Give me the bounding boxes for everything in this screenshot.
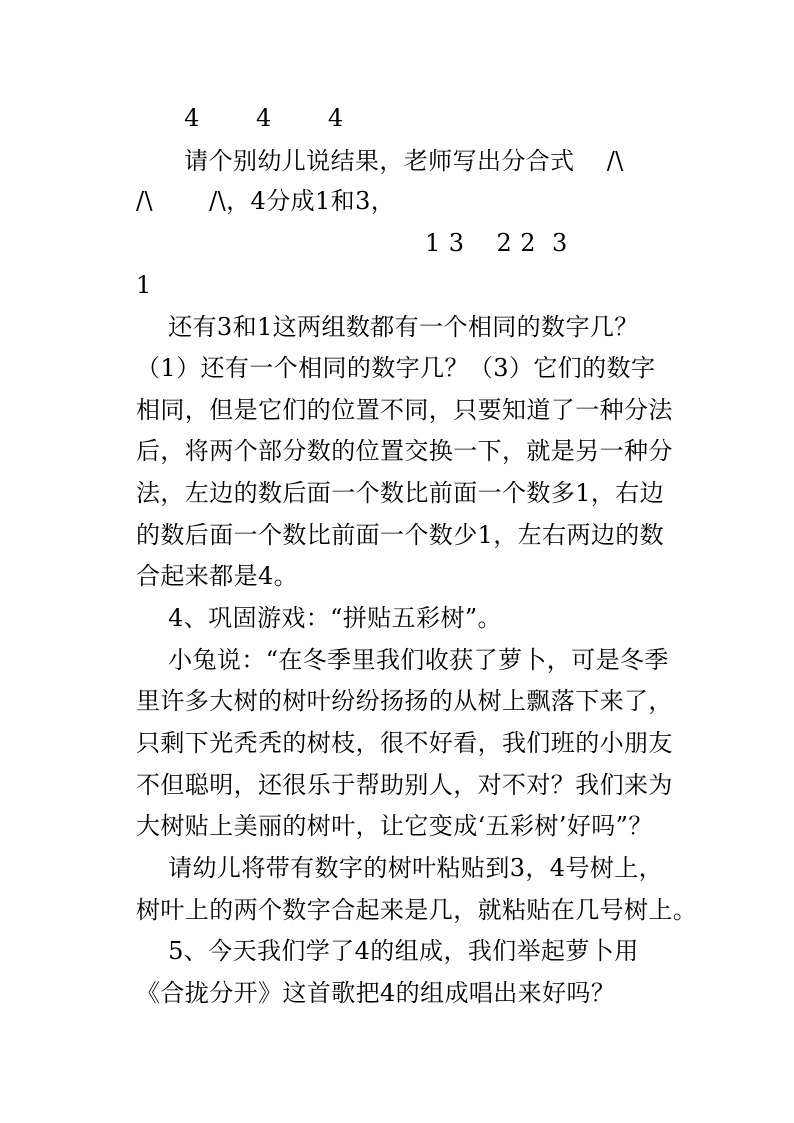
paragraph-line: 不但聪明，还很乐于帮助别人，对不对？我们来为: [136, 771, 673, 799]
paragraph-line: 的数后面一个数比前面一个数少1，左右两边的数: [136, 521, 665, 549]
paragraph-line: 小兔说：“在冬季里我们收获了萝卜，可是冬季: [136, 646, 669, 674]
paragraph-line: 里许多大树的树叶纷纷扬扬的从树上飘落下来了，: [136, 687, 673, 715]
paragraph-line: 树叶上的两个数字合起来是几，就粘贴在几号树上。: [136, 896, 698, 924]
paragraph-line: （1）还有一个相同的数字几？（3）它们的数字: [136, 354, 656, 382]
paragraph-line: 合起来都是4。: [136, 562, 299, 590]
section-heading-game: 4、巩固游戏：“拼贴五彩树”。: [136, 604, 502, 632]
paragraph-line: 大树贴上美丽的树叶，让它变成‘五彩树’好吗”？: [136, 812, 653, 840]
paragraph-line: 后，将两个部分数的位置交换一下，就是另一种分: [136, 437, 673, 465]
paragraph-line: 法，左边的数后面一个数比前面一个数多1，右边: [136, 479, 665, 507]
text-line-split-one: 1: [136, 271, 152, 299]
text-line-split-4: /\ /\，4分成1和3，: [136, 187, 396, 215]
paragraph-line: 请幼儿将带有数字的树叶粘贴到3，4号树上，: [136, 854, 664, 882]
text-line-split-numbers: 1 3 2 2 3: [136, 229, 568, 257]
paragraph-line: 《合拢分开》这首歌把4的组成唱出来好吗？: [136, 979, 616, 1007]
paragraph-line: 相同，但是它们的位置不同，只要知道了一种分法: [136, 396, 673, 424]
section-heading-song: 5、今天我们学了4的组成，我们举起萝卜用: [136, 937, 639, 965]
paragraph-line: 还有3和1这两组数都有一个相同的数字几？: [136, 313, 639, 341]
text-line-instruction: 请个别幼儿说结果，老师写出分合式 /\: [136, 147, 624, 175]
paragraph-line: 只剩下光秃秃的树枝，很不好看，我们班的小朋友: [136, 729, 673, 757]
text-line-numbers-row: 4 4 4: [136, 104, 344, 132]
